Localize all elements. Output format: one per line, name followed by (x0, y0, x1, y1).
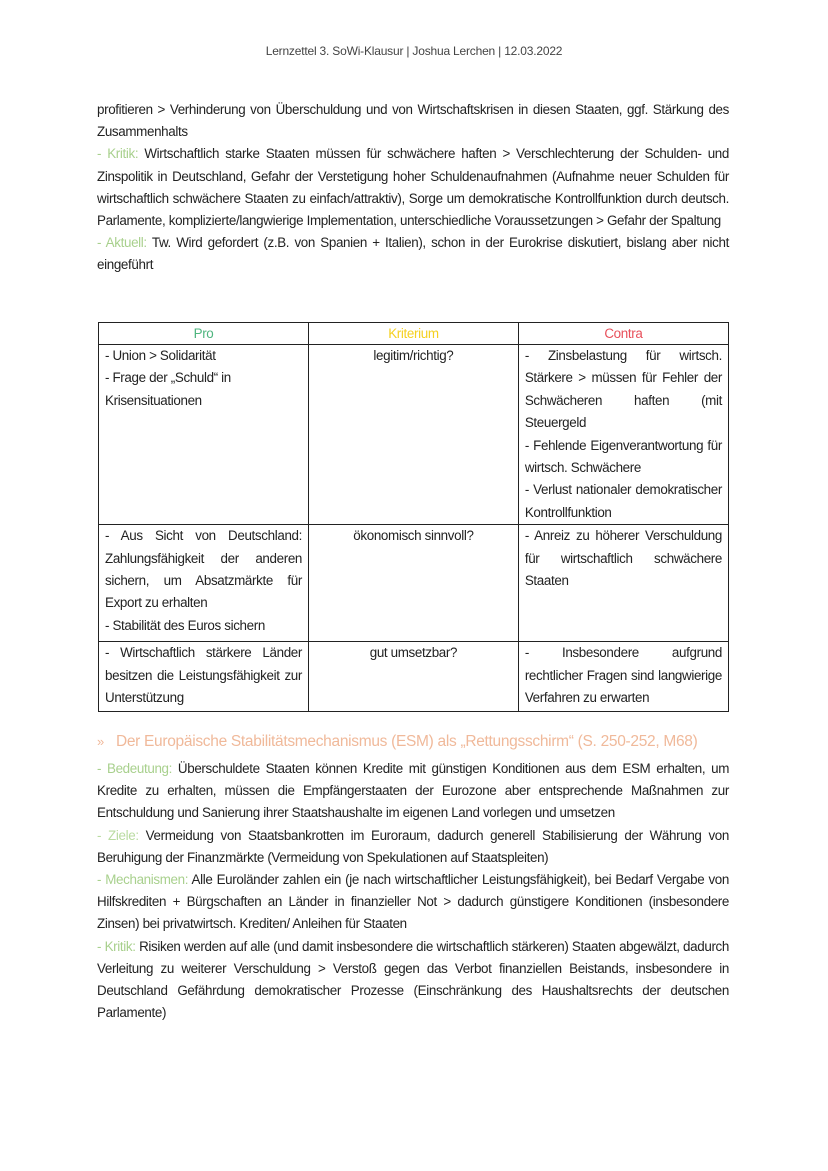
table-row (99, 345, 729, 525)
contra-point: - Fehlende Eigenverantwortung für wirtsch. Schwächere (524, 437, 722, 476)
pro-point: - Frage der „Schuld“ in Krisensituationen (105, 370, 231, 408)
kriterium-cell: legitim/richtig? (309, 345, 519, 525)
kritik-text: Wirtschaftlich starke Staaten müssen für schwächere haften > Verschlechterung der Schulden- und Zinspolitik in Deutschland, Gefahr der Verstetigung hoher Schuldenaufnahmen (Aufnahme neuer Schulden für wirtschaftlich schwächere Staaten zu einfach/attraktiv), Sorge um demokratische Kontrollfunktion durch deutsch. Parlamente, komplizierte/langwierige Implementation, unterschiedliche Voraussetzungen > Gefahr der Spaltung (97, 146, 729, 229)
esm-title-text: Der Europäische Stabilitätsmechanismus (ESM) als „Rettungsschirm“ (S. 250-252, M68) (115, 733, 698, 750)
header-pro: Pro (99, 323, 309, 345)
intro-continuation: profitieren > Verhinderung von Überschuldung und von Wirtschaftskrisen in diesen Staaten, ggf. Stärkung des Zusammenhalts (97, 102, 729, 140)
mechanismen-label: - Mechanismen: (97, 872, 189, 888)
contra-cell (518, 642, 728, 712)
pro-cell (99, 642, 309, 712)
table-row (99, 642, 729, 712)
intro-aktuell (97, 232, 729, 276)
pro-point: - Union > Solidarität (105, 348, 216, 363)
bedeutung-text: Überschuldete Staaten können Kredite mit günstigen Konditionen aus dem ESM erhalten, um Kredite zu erhalten, müssen die Empfängerstaaten der Eurozone aber entsprechende Maßnahmen zur Entschuldung und Sanierung ihrer Staatshaushalte im eigenen Land vorlegen und umsetzen (97, 761, 729, 821)
intro-kritik (97, 143, 729, 232)
contra-point: - Verlust nationaler demokratischer Kontrollfunktion (524, 482, 722, 520)
pro-point: - Wirtschaftlich stärkere Länder besitzen die Leistungsfähigkeit zur Unterstützung (105, 645, 303, 706)
esm-kritik (97, 936, 729, 1025)
ziele-text: Vermeidung von Staatsbankrotten im Euroraum, dadurch generell Stabilisierung der Währung von Beruhigung der Finanzmärkte (Vermeidung von Spekulationen auf Staatspleiten) (97, 827, 730, 865)
esm-ziele (97, 825, 729, 869)
pro-point: - Stabilität des Euros sichern (105, 617, 265, 633)
table-header-row (99, 323, 729, 345)
contra-point: - Zinsbelastung für wirtsch. Stärkere > müssen für Fehler der Schwächeren haften (mit Steuergeld (524, 348, 722, 431)
esm-section-title (97, 733, 697, 751)
esm-section (97, 758, 729, 1024)
kriterium-cell: ökonomisch sinnvoll? (309, 525, 519, 642)
intro-section (97, 99, 729, 277)
bedeutung-label: - Bedeutung: (97, 761, 173, 776)
pro-cell (99, 525, 309, 642)
aktuell-text: Tw. Wird gefordert (z.B. von Spanien + Italien), schon in der Eurokrise diskutiert, bislang aber nicht eingeführt (97, 235, 729, 273)
contra-cell (518, 345, 728, 525)
pro-cell (99, 345, 309, 525)
aktuell-label: - Aktuell: (97, 235, 147, 251)
table-row (99, 525, 729, 642)
pro-contra-table (98, 322, 729, 712)
ziele-label: - Ziele: (97, 827, 139, 843)
esm-bedeutung (97, 758, 729, 825)
chevron-double-right-icon: » (97, 734, 104, 749)
contra-point: - Insbesondere aufgrund rechtlicher Fragen sind langwierige Verfahren zu erwarten (524, 645, 722, 706)
contra-cell (518, 525, 728, 642)
header-kriterium: Kriterium (309, 323, 519, 345)
kriterium-cell: gut umsetzbar? (309, 642, 519, 712)
esm-kritik-label: - Kritik: (97, 938, 136, 954)
kritik-label: - Kritik: (97, 146, 139, 162)
pro-point: - Aus Sicht von Deutschland: Zahlungsfähigkeit der anderen sichern, um Absatzmärkte für Export zu erhalten (105, 528, 303, 611)
page-header: Lernzettel 3. SoWi-Klausur | Joshua Lerchen | 12.03.2022 (265, 44, 563, 58)
header-contra: Contra (518, 323, 728, 345)
contra-point: - Anreiz zu höherer Verschuldung für wirtschaftlich schwächere Staaten (524, 528, 722, 589)
esm-mechanismen (97, 869, 729, 936)
mechanismen-text: Alle Euroländer zahlen ein (je nach wirtschaftlicher Leistungsfähigkeit), bei Bedarf Vergabe von Hilfskrediten + Bürgschaften an Länder in finanzieller Not > dadurch günstigere Konditionen (insbesondere Zinsen) bei privatwirtsch. Krediten/ Anleihen für Staaten (97, 872, 730, 932)
esm-kritik-text: Risiken werden auf alle (und damit insbesondere die wirtschaftlich stärkeren) Staaten abgewälzt, dadurch Verleitung zu weiterer Verschuldung > Verstoß gegen das Verbot finanziellen Beistands, insbesondere in Deutschland Gefährdung demokratischer Prozesse (Einschränkung des Haushaltsrechts der deutschen Parlamente) (97, 938, 729, 1021)
